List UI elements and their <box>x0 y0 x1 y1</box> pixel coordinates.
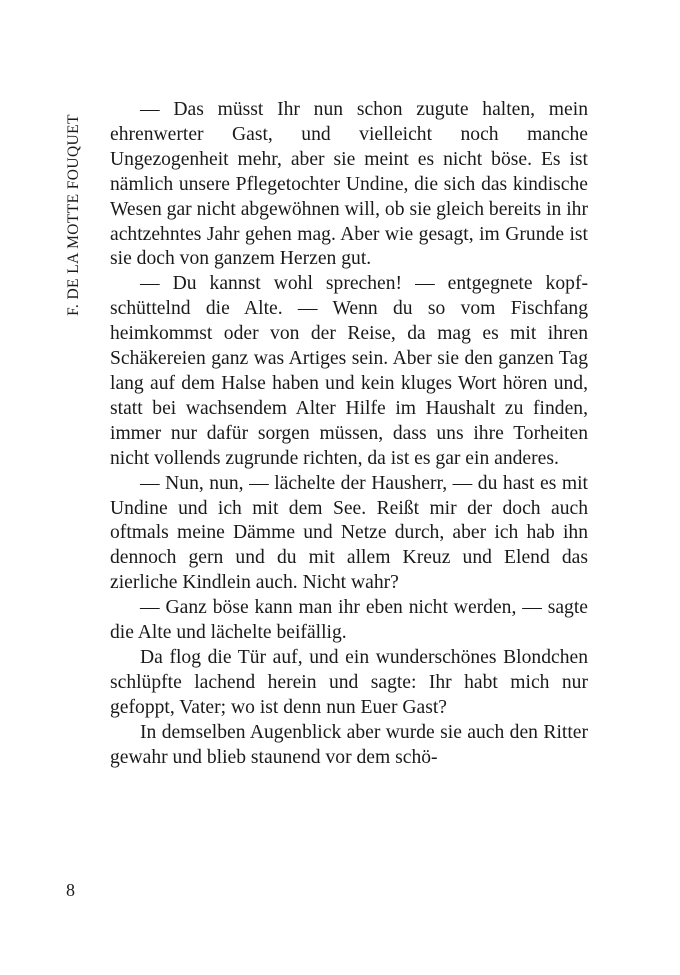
paragraph: Da flog die Tür auf, und ein wunderschönes Blondchen schlüpfte lachend herein und sagte: Ihr habt mich nur gefoppt, Vater; wo ist denn nun Euer Gast? <box>110 646 588 718</box>
page-number: 8 <box>66 880 75 900</box>
paragraph: In demselben Augenblick aber wurde sie auch den Ritter gewahr und blieb staunend vor dem schö- <box>110 721 588 768</box>
paragraph: — Ganz böse kann man ihr eben nicht werden, — sagte die Alte und lächelte beifällig. <box>110 597 588 644</box>
paragraph: — Nun, nun, — lächelte der Hausherr, — du hast es mit Undine und ich mit dem See. Reißt mir der doch auch oftmals meine Dämme und Netze durch, aber ich hab ihn dennoch gern und du mit allem Kreuz und Elend das zierliche Kindlein auch. Nicht wahr? <box>110 472 588 594</box>
body-text <box>110 98 588 770</box>
running-head <box>63 100 85 330</box>
paragraph: — Du kannst wohl sprechen! — entgegnete kopfschüttelnd die Alte. — Wenn du so vom Fischfang heimkommst oder von der Reise, da mag es mit ihren Schäkereien ganz was Artiges sein. Aber sie den ganzen Tag lang auf dem Halse haben und kein kluges Wort hören und, statt bei wachsendem Alter Hilfe im Haushalt zu finden, immer nur dafür sorgen müssen, dass uns ihre Torheiten nicht vollends zugrunde richten, da ist es gar ein anderes. <box>110 273 588 469</box>
paragraph: — Das müsst Ihr nun schon zugute halten, mein ehrenwerter Gast, und vielleicht noch manche Ungezogenheit mehr, aber sie meint es nicht böse. Es ist nämlich unsere Pflegetochter Undine, die sich das kindische Wesen gar nicht abgewöhnen will, ob sie gleich bereits in ihr achtzehntes Jahr gehen mag. Aber wie gesagt, im Grunde ist sie doch von ganzem Herzen gut. <box>110 99 588 270</box>
running-head-text: F. DE LA MOTTE FOUQUET <box>65 114 82 316</box>
